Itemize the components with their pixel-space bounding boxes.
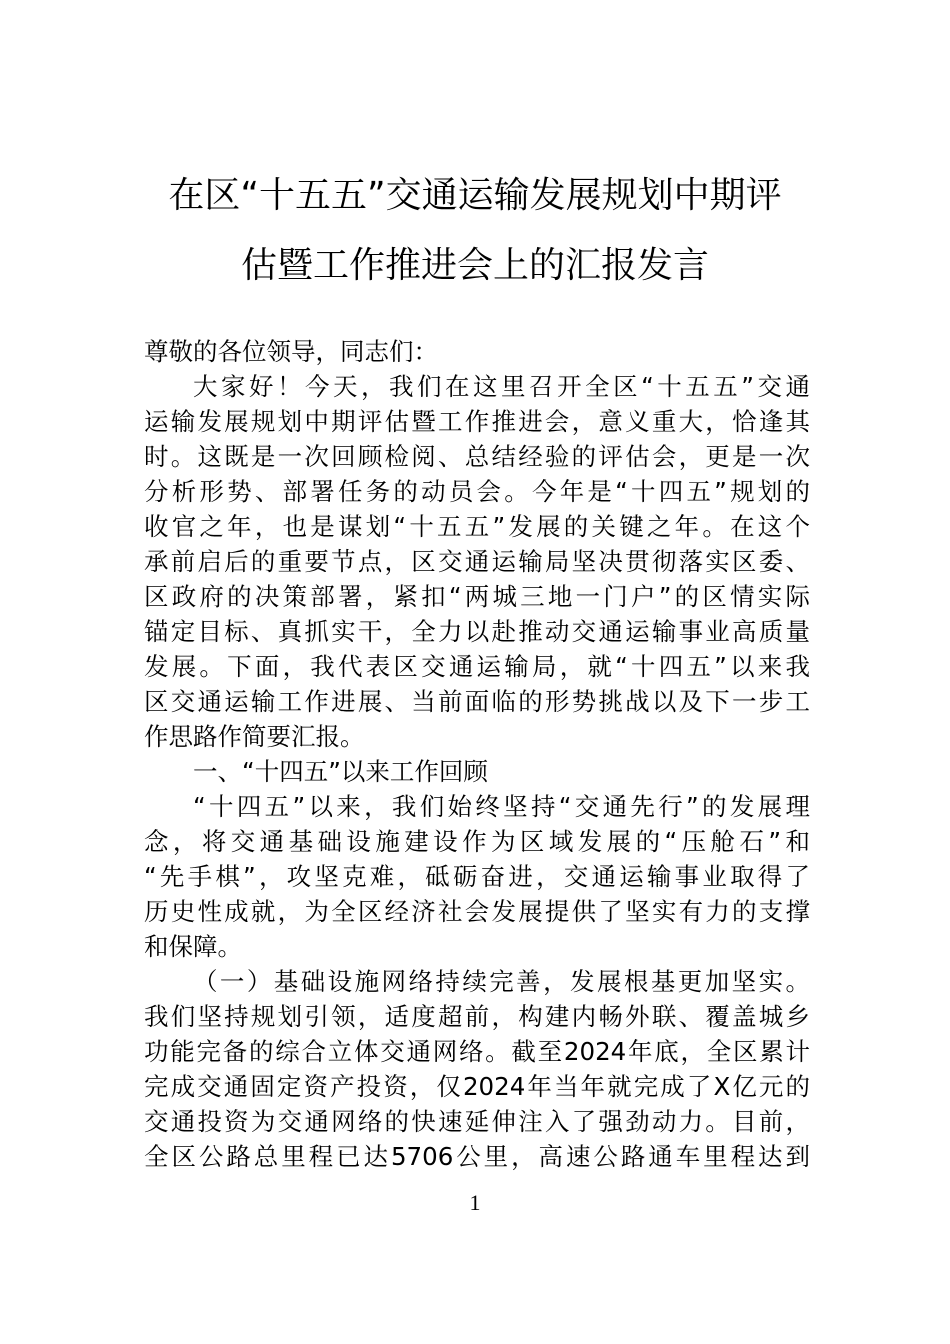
intro-line: 锚定目标、真抓实干，全力以赴推动交通运输事业高质量 [144, 617, 810, 646]
salutation: 尊敬的各位领导，同志们： [144, 337, 438, 366]
document-title-line-2: 估暨工作推进会上的汇报发言 [240, 245, 709, 286]
review-line: “十四五”以来，我们始终坚持“交通先行”的发展理 [193, 792, 810, 821]
subsection-line: 完成交通固定资产投资，仅2024年当年就完成了X亿元的 [144, 1072, 810, 1101]
review-line: 念，将交通基础设施建设作为区域发展的“压舱石”和 [144, 827, 810, 856]
intro-line: 作思路作简要汇报。 [144, 722, 365, 751]
intro-line: 区交通运输工作进展、当前面临的形势挑战以及下一步工 [144, 687, 810, 716]
intro-line: 分析形势、部署任务的动员会。今年是“十四五”规划的 [144, 477, 810, 506]
intro-line: 时。这既是一次回顾检阅、总结经验的评估会，更是一次 [144, 442, 810, 471]
subsection-line: （一）基础设施网络持续完善，发展根基更加坚实。 [193, 967, 810, 996]
subsection-line: 全区公路总里程已达5706公里，高速公路通车里程达到 [144, 1142, 810, 1171]
intro-line: 区政府的决策部署，紧扣“两城三地一门户”的区情实际 [144, 582, 810, 611]
intro-line: 承前启后的重要节点，区交通运输局坚决贯彻落实区委、 [144, 547, 810, 576]
review-line: 和保障。 [144, 932, 242, 961]
subsection-line: 功能完备的综合立体交通网络。截至2024年底，全区累计 [144, 1037, 810, 1066]
intro-line: 大家好！今天，我们在这里召开全区“十五五”交通 [193, 372, 810, 401]
review-line: 历史性成就，为全区经济社会发展提供了坚实有力的支撑 [144, 897, 810, 926]
intro-line: 收官之年，也是谋划“十五五”发展的关键之年。在这个 [144, 512, 810, 541]
page-number: 1 [469, 1190, 481, 1215]
section-heading: 一、“十四五”以来工作回顾 [193, 757, 488, 786]
intro-line: 运输发展规划中期评估暨工作推进会，意义重大，恰逢其 [144, 407, 810, 436]
document-title-line-1: 在区“十五五”交通运输发展规划中期评 [168, 175, 782, 216]
subsection-line: 交通投资为交通网络的快速延伸注入了强劲动力。目前， [144, 1107, 810, 1136]
document-body [144, 334, 810, 1174]
intro-line: 发展。下面，我代表区交通运输局，就“十四五”以来我 [144, 652, 810, 681]
review-line: “先手棋”，攻坚克难，砥砺奋进，交通运输事业取得了 [144, 862, 810, 891]
subsection-line: 我们坚持规划引领，适度超前，构建内畅外联、覆盖城乡 [144, 1002, 810, 1031]
